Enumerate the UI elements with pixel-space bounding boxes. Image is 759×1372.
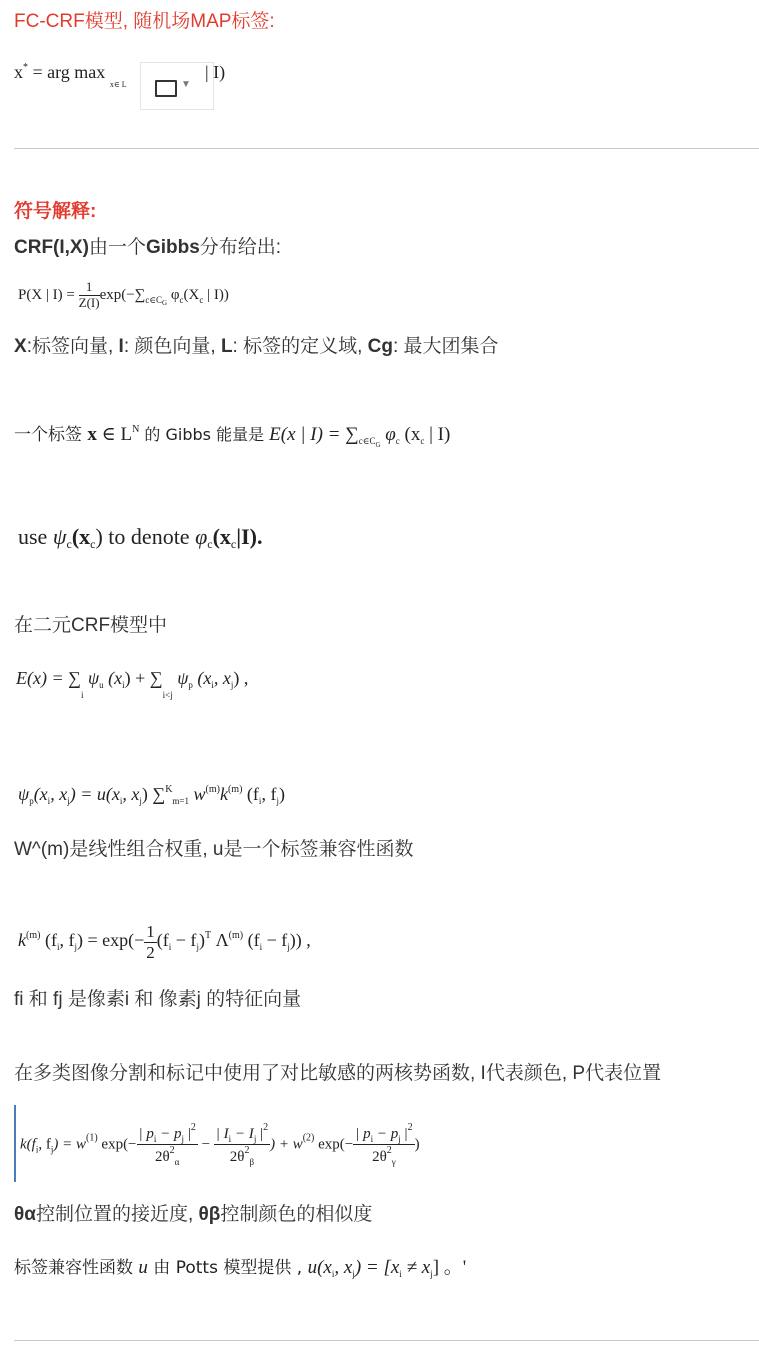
eq-text: (m)	[228, 930, 244, 942]
divider	[14, 1340, 759, 1341]
section-title: 符号解释:	[14, 201, 97, 222]
eq-text: j	[276, 796, 279, 806]
energy-text: 的 Gibbs 能量是	[139, 425, 270, 444]
eq-text: k	[18, 930, 26, 951]
theta-line	[14, 1203, 372, 1227]
eq-text: k	[219, 784, 228, 804]
eq-text: |	[184, 1126, 191, 1142]
symbol-bold: I	[118, 336, 124, 357]
eq-text: u(x	[307, 1257, 332, 1278]
eq-text: − p	[373, 1126, 399, 1142]
eq-text: ∈ L	[96, 424, 133, 445]
eq-text: p	[29, 796, 34, 806]
eq-text: m=1	[172, 796, 189, 806]
quote-bar	[14, 1105, 16, 1182]
symbol-text: : 标签的定义域,	[232, 336, 368, 357]
eq-text: ) to denote	[95, 524, 196, 549]
eq-text: 2	[244, 1145, 250, 1157]
use-line	[18, 524, 262, 552]
eq-text: , x	[50, 784, 68, 804]
eq-text: T	[204, 930, 212, 942]
eq-text: use	[18, 524, 53, 549]
numerator	[214, 1122, 270, 1145]
denominator	[353, 1145, 414, 1167]
eq-text: j	[287, 942, 290, 953]
numerator: 1	[79, 280, 100, 296]
eq-text: ) = u(x	[69, 784, 120, 804]
gibbs-equation	[18, 280, 229, 311]
fraction	[353, 1122, 414, 1168]
eq-text: E(x | I) = ∑	[269, 424, 359, 445]
eq-text: P(X | I) =	[18, 286, 79, 303]
eq-text: j	[430, 1269, 433, 1279]
dropdown-arrow-icon[interactable]: ▼	[181, 79, 191, 90]
eq-text: u	[99, 680, 104, 690]
denominator	[137, 1145, 198, 1167]
eq-text: x	[87, 424, 97, 445]
eq-text: , x	[122, 784, 140, 804]
argmax-equation	[14, 62, 127, 89]
eq-text: i	[35, 1144, 39, 1155]
numerator	[353, 1122, 414, 1145]
eq-text: (f	[156, 930, 169, 951]
binary-intro: 在二元CRF模型中	[14, 615, 168, 636]
eq-text: *	[23, 62, 28, 73]
crf-text: 由一个	[88, 237, 146, 258]
eq-text: (1)	[85, 1132, 98, 1144]
weight-text: W^(m)是线性组合权重, u是一个标签兼容性函数	[14, 839, 414, 860]
eq-text: j	[50, 1144, 54, 1155]
eq-text: , x	[334, 1257, 353, 1278]
eq-text: (m)	[26, 930, 41, 942]
eq-text: w	[189, 784, 206, 804]
eq-text: |	[256, 1126, 264, 1142]
symbol-text: :标签向量,	[26, 336, 119, 357]
eq-text: p	[188, 680, 193, 690]
symbol-text: : 颜色向量,	[123, 336, 221, 357]
eq-text: c	[90, 537, 96, 551]
kernel-equation	[18, 922, 311, 962]
eq-text: | I))	[203, 286, 229, 303]
eq-text: )	[414, 1136, 420, 1153]
eq-text: i	[228, 1134, 232, 1144]
numerator: 1	[146, 922, 155, 941]
eq-text: | p	[138, 1126, 154, 1142]
energy-text: 一个标签	[14, 425, 88, 445]
eq-text: i	[370, 1134, 374, 1144]
potts-text: 由 Potts 模型提供 ,	[147, 1258, 308, 1278]
eq-text: (f	[40, 930, 57, 951]
image-placeholder-icon	[155, 80, 177, 97]
eq-text: )	[278, 784, 285, 804]
eq-text: )) ,	[289, 930, 311, 951]
eq-text: i	[258, 796, 262, 806]
eq-text: i	[56, 942, 60, 953]
eq-text: − f	[262, 930, 288, 951]
eq-text: (2)	[302, 1132, 315, 1144]
eq-text: = arg max	[28, 62, 106, 82]
eq-text: , f	[59, 930, 75, 951]
eq-text: K	[165, 784, 173, 795]
eq-text: i	[211, 680, 214, 690]
eq-text: φ	[380, 424, 396, 445]
eq-text: β	[249, 1157, 255, 1168]
symbol-text: : 最大团集合	[393, 336, 499, 357]
feature-text: fi 和 fj 是像素i 和 像素j 的特征向量	[14, 989, 302, 1010]
denominator: Z(I)	[78, 294, 100, 310]
crf-text: 分布给出:	[199, 237, 282, 258]
eq-text: | I	[215, 1126, 229, 1142]
gibbs-bold: Gibbs	[145, 237, 200, 258]
eq-text: (x	[33, 784, 48, 804]
eq-text: −	[197, 1136, 214, 1153]
eq-text: ) = exp(−	[76, 930, 145, 951]
crf-line	[14, 236, 281, 260]
eq-text: − f	[171, 930, 197, 951]
symbols-line	[14, 335, 499, 359]
eq-text: j	[230, 680, 234, 690]
eq-text: G	[162, 298, 168, 307]
eq-text: exp(−	[97, 1136, 137, 1153]
eq-text: φ	[195, 524, 208, 549]
eq-text: N	[132, 424, 140, 435]
symbol-bold: X	[14, 336, 27, 357]
eq-text: ) ,	[233, 668, 249, 688]
eq-text: , f	[261, 784, 277, 804]
fraction	[214, 1122, 270, 1168]
symbol-bold: L	[220, 336, 233, 357]
eq-text: ) ∑	[141, 784, 166, 804]
divider	[14, 148, 759, 149]
eq-text: ] 。'	[432, 1257, 467, 1278]
eq-text: ) = [x	[354, 1257, 400, 1278]
symbol-bold: Cg	[367, 336, 393, 357]
eq-text: 2	[386, 1145, 392, 1157]
eq-text: (x	[212, 524, 231, 549]
eq-text: ) + w	[270, 1136, 303, 1153]
potts-line	[14, 1252, 466, 1279]
eq-text: c∈C	[145, 294, 163, 305]
eq-text: − p	[156, 1126, 182, 1142]
eq-text: (x	[192, 668, 212, 688]
eq-text: c	[395, 436, 400, 446]
eq-text: i	[331, 1269, 335, 1279]
eq-text: exp(−∑	[99, 286, 146, 303]
eq-text: , f	[38, 1136, 51, 1153]
eq-text: E(x) = ∑	[16, 668, 81, 688]
eq-text: i	[168, 942, 172, 953]
eq-text: j	[196, 942, 199, 953]
pairwise-equation	[18, 784, 285, 806]
eq-text: , x	[213, 668, 231, 688]
fraction	[137, 1122, 198, 1168]
eq-text: (x	[103, 668, 123, 688]
eq-text: |	[400, 1126, 408, 1142]
eq-text: c	[420, 436, 425, 446]
numerator	[137, 1122, 198, 1145]
eq-text: − I	[231, 1126, 254, 1142]
eq-text: c	[207, 537, 213, 551]
eq-text: ≠ x	[401, 1257, 431, 1278]
eq-text: i	[119, 796, 123, 806]
multiclass-text: 在多类图像分割和标记中使用了对比敏感的两核势函数, I代表颜色, P代表位置	[14, 1063, 662, 1084]
eq-text: )	[198, 930, 205, 951]
eq-text: (f	[243, 930, 260, 951]
eq-text: (f	[242, 784, 259, 804]
eq-text: 2θ	[229, 1149, 245, 1166]
eq-text: ψ	[172, 668, 189, 688]
eq-text: x∈ L	[109, 80, 127, 89]
eq-text: j	[139, 796, 142, 806]
eq-text: j	[398, 1134, 401, 1144]
theta-bold: θβ	[198, 1204, 221, 1225]
eq-text: i	[80, 690, 84, 700]
image-placeholder[interactable]	[140, 62, 214, 110]
eq-text: x	[14, 62, 23, 82]
eq-text: ) + ∑	[124, 668, 163, 688]
eq-text: j	[67, 796, 70, 806]
eq-text: j	[181, 1134, 185, 1144]
eq-text: Λ	[211, 930, 229, 951]
page-title: FC-CRF模型, 随机场MAP标签:	[14, 11, 275, 32]
eq-text: 2	[407, 1122, 413, 1133]
eq-text: i	[399, 1269, 402, 1279]
argmax-close: | I)	[205, 62, 226, 82]
eq-text: j	[352, 1269, 355, 1279]
eq-text: u	[138, 1257, 148, 1278]
eq-text: 2	[169, 1145, 175, 1157]
eq-text: 2θ	[154, 1149, 170, 1166]
eq-text: exp(−	[314, 1136, 354, 1153]
eq-text: i	[122, 680, 125, 690]
eq-text: 2	[190, 1122, 196, 1133]
theta-bold: θα	[14, 1204, 36, 1225]
eq-text: j	[74, 942, 77, 953]
eq-text: (x	[71, 524, 91, 549]
eq-text: c	[199, 294, 204, 305]
denominator	[214, 1145, 270, 1167]
eq-text: G	[375, 441, 381, 449]
eq-text: (m)	[205, 784, 220, 795]
eq-text: i	[153, 1134, 157, 1144]
potts-text: 标签兼容性函数	[14, 1258, 139, 1278]
eq-text: c∈C	[358, 436, 376, 446]
eq-text: ψ	[83, 668, 100, 688]
eq-text: i	[259, 942, 263, 953]
twokernel-equation	[20, 1122, 420, 1168]
eq-text: |I).	[236, 524, 263, 549]
eq-text: ψ	[52, 524, 67, 549]
eq-text: (X	[183, 286, 200, 303]
eq-text: i	[47, 796, 51, 806]
eq-text: 2	[263, 1122, 269, 1133]
theta-text: 控制颜色的相似度	[220, 1204, 373, 1225]
eq-text: | p	[355, 1126, 371, 1142]
crf-bold: CRF(I,X)	[14, 237, 89, 258]
eq-text: 2θ	[372, 1149, 387, 1166]
fraction	[79, 280, 100, 311]
energy-line	[14, 420, 450, 449]
eq-text: k(f	[20, 1136, 36, 1153]
eq-text: c	[66, 537, 72, 551]
eq-text: c	[230, 537, 237, 551]
eq-text: γ	[391, 1157, 396, 1168]
eq-text: c	[179, 294, 184, 305]
eq-text: j	[253, 1134, 257, 1144]
eq-text: | I)	[424, 424, 451, 445]
eq-text: i<j	[162, 690, 173, 700]
fraction	[144, 922, 157, 962]
denominator: 2	[146, 942, 155, 962]
eq-text: (x	[399, 424, 421, 445]
eq-text: ) = w	[53, 1136, 86, 1153]
eq-text: (m)	[227, 784, 243, 795]
eq-text: ψ	[18, 784, 30, 804]
theta-text: 控制位置的接近度,	[35, 1204, 199, 1225]
eq-text: α	[174, 1157, 180, 1168]
eq-text: φ	[167, 286, 180, 303]
binary-equation	[16, 668, 248, 700]
